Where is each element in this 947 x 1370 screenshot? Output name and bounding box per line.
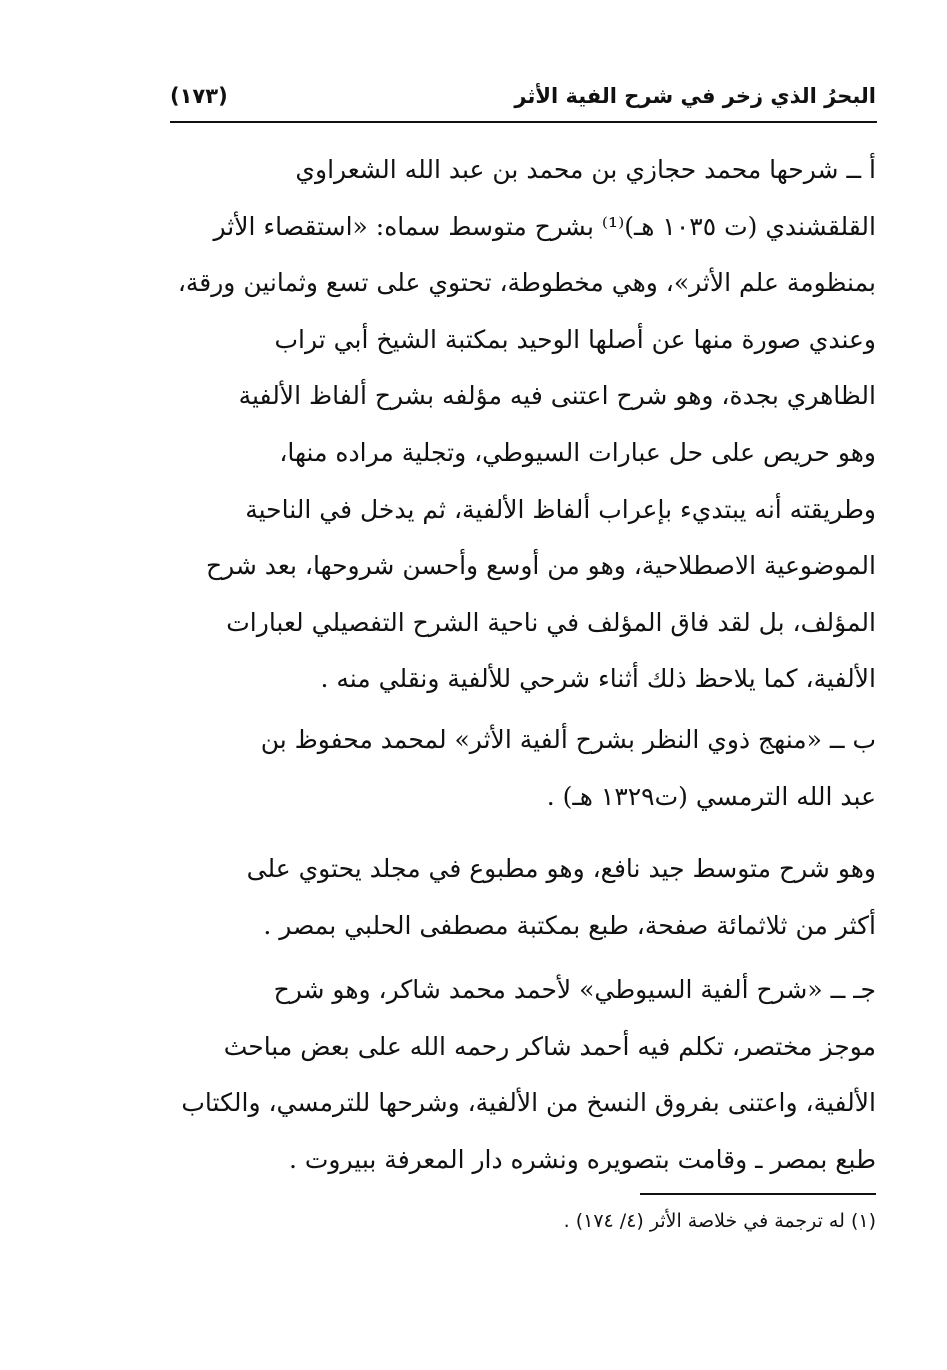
text-line: المؤلف، بل لقد فاق المؤلف في ناحية الشرح التفصيلي لعبارات — [226, 607, 876, 637]
running-title: البحرُ الذي زخر في شرح الفية الأثر — [514, 84, 876, 108]
text-line: بمنظومة علم الأثر»، وهي مخطوطة، تحتوي على تسع وثمانين ورقة، — [177, 268, 876, 298]
text-line: جـ ــ «شرح ألفية السيوطي» لأحمد محمد شاكر، وهو شرح — [273, 975, 876, 1004]
text-line: الموضوعية الاصطلاحية، وهو من أوسع وأحسن شروحها، بعد شرح — [205, 551, 876, 581]
text-line: وهو حريص على حل عبارات السيوطي، وتجلية مراده منها، — [279, 437, 876, 467]
section-c — [170, 962, 876, 1188]
text-line: أ ــ شرحها محمد حجازي بن محمد بن عبد الله الشعراوي — [295, 155, 876, 184]
page-number: (١٧٣) — [170, 84, 228, 108]
text-line: أكثر من ثلاثمائة صفحة، طبع بمكتبة مصطفى الحلبي بمصر . — [263, 910, 876, 940]
section-b — [170, 712, 876, 825]
text-line: الظاهري بجدة، وهو شرح اعتنى فيه مؤلفه بشرح ألفاظ الألفية — [238, 381, 876, 411]
running-header — [170, 78, 876, 118]
section-a — [170, 142, 876, 708]
text-line: وهو شرح متوسط جيد نافع، وهو مطبوع في مجلد يحتوي على — [246, 854, 876, 883]
text-line: القلقشندي (ت ١٠٣٥ هـ)⁽¹⁾ بشرح متوسط سماه: «استقصاء الأثر — [213, 211, 876, 241]
text-line: موجز مختصر، تكلم فيه أحمد شاكر رحمه الله على بعض مباحث — [223, 1031, 876, 1061]
text-line: طبع بمصر ـ وقامت بتصويره ونشره دار المعرفة ببيروت . — [289, 1144, 876, 1174]
text-line: الألفية، كما يلاحظ ذلك أثناء شرحي للألفية ونقلي منه . — [320, 664, 876, 694]
header-rule — [170, 121, 877, 123]
text-line: ب ــ «منهج ذوي النظر بشرح ألفية الأثر» لمحمد محفوظ بن — [260, 725, 876, 754]
footnote: (١) له ترجمة في خلاصة الأثر (٤/ ١٧٤) . — [563, 1210, 876, 1232]
text-line: الألفية، واعتنى بفروق النسخ من الألفية، وشرحها للترمسي، والكتاب — [181, 1088, 876, 1118]
text-line: عبد الله الترمسي (ت١٣٢٩ هـ) . — [546, 781, 876, 811]
footnote-rule — [640, 1193, 876, 1195]
text-line: وعندي صورة منها عن أصلها الوحيد بمكتبة الشيخ أبي تراب — [274, 324, 876, 354]
text-line: وطريقته أنه يبتديء بإعراب ألفاظ الألفية، ثم يدخل في الناحية — [245, 494, 876, 524]
section-b-description — [170, 841, 876, 954]
